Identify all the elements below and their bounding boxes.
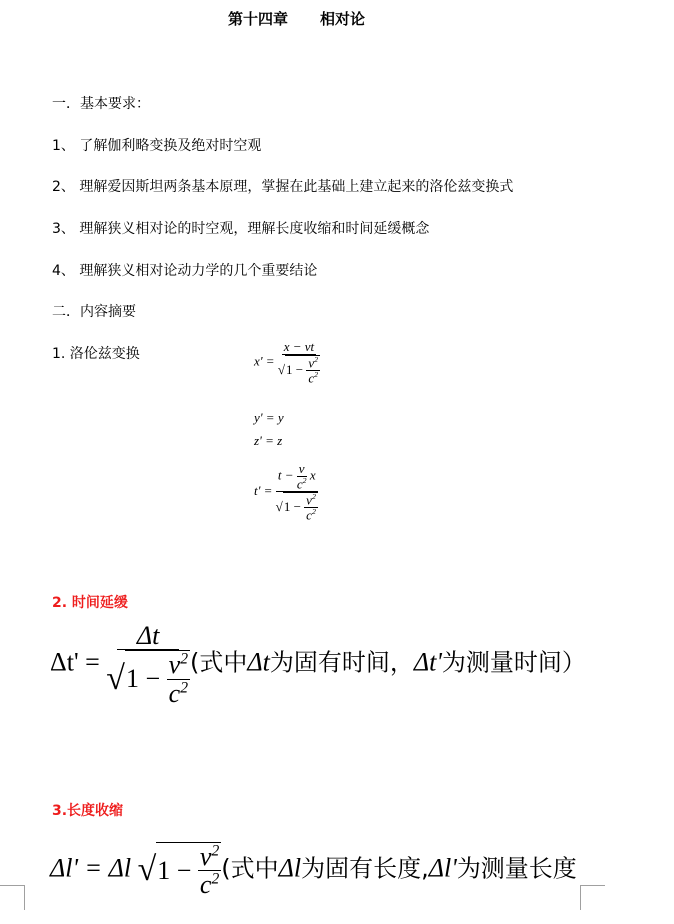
section-heading-summary: 二．内容摘要 <box>52 304 136 320</box>
requirement-item: 2、 理解爱因斯坦两条基本原理，掌握在此基础上建立起来的洛伦兹变换式 <box>52 179 514 195</box>
page-corner-mark-right <box>580 885 605 910</box>
lorentz-z-equation: z' = z <box>254 433 283 448</box>
requirement-item: 3、 理解狭义相对论的时空观，理解长度收缩和时间延缓概念 <box>52 221 430 237</box>
chapter-number: 第十四章 <box>228 10 289 28</box>
requirement-item: 4、 理解狭义相对论动力学的几个重要结论 <box>52 263 318 279</box>
lorentz-t-equation: t' = t − $\frac{v}{c^2}$ x √ 1 − $\frac{v^2}{c^2}$ <box>254 461 316 522</box>
length-contraction-label: 3.长度收缩 <box>52 803 124 819</box>
time-dilation-label: 2. 时间延缓 <box>52 595 128 611</box>
length-contraction-equation: Δl' = Δl √ 1 − $\frac{v^2}{c^2}$ (式中Δl为固有长度,Δl'为测量长度 <box>50 842 577 900</box>
chapter-subject: 相对论 <box>320 10 366 28</box>
requirement-item: 1、 了解伽利略变换及绝对时空观 <box>52 138 262 154</box>
lorentz-label: 1. 洛伦兹变换 <box>52 346 140 362</box>
lorentz-x-equation: x' = x − vt √ 1 − $\frac{v^2}{c^2}$ <box>254 339 318 385</box>
time-dilation-equation: Δt' = Δt √ 1 − $\frac{v^2}{c^2}$ (式中Δt为固有时间，Δt'为测量时间） <box>50 621 586 708</box>
page-corner-mark-left <box>0 885 25 910</box>
page-title <box>228 8 365 29</box>
section-heading-requirements: 一．基本要求： <box>52 96 150 112</box>
lorentz-y-equation: y' = y <box>254 410 284 425</box>
